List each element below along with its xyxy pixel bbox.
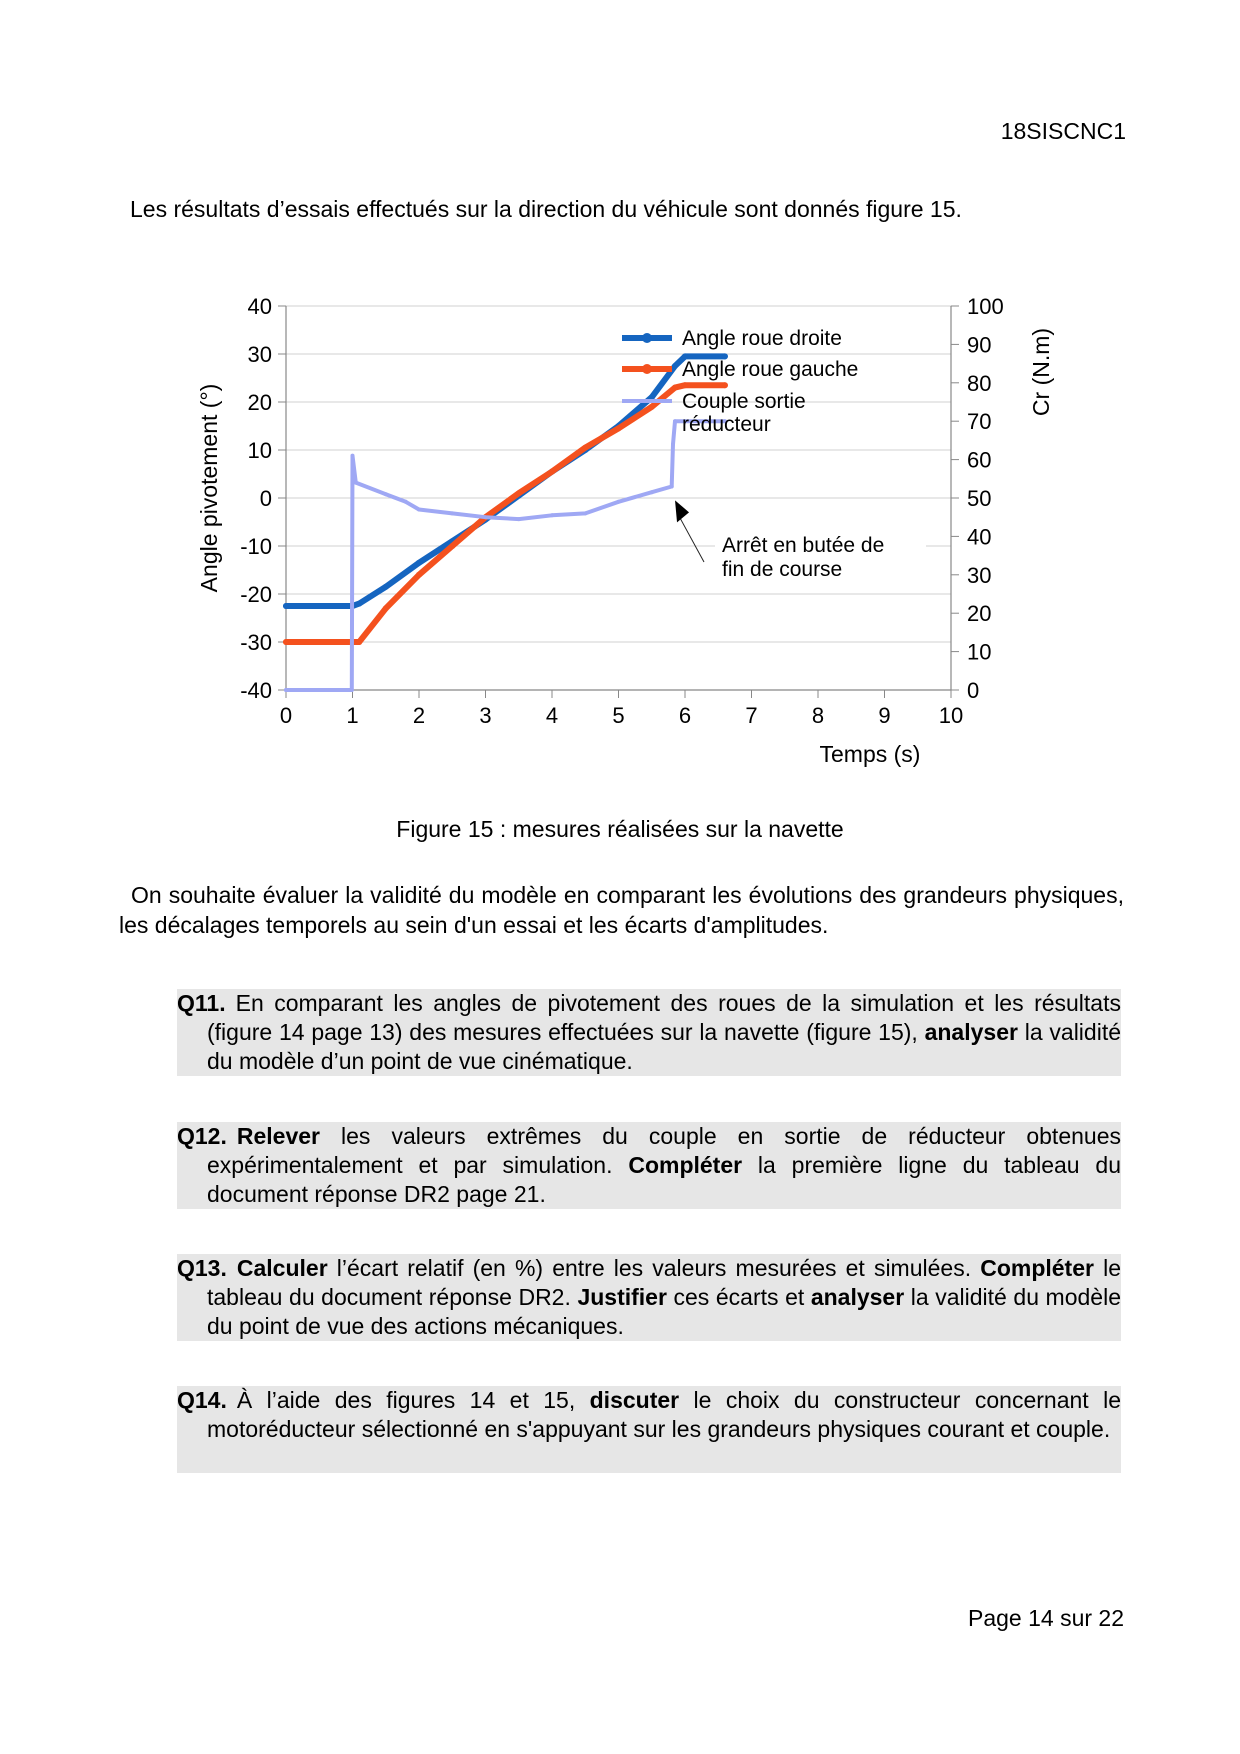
data-point: [672, 363, 678, 369]
question-q11: [177, 989, 1121, 1076]
question-keyword: Compléter: [628, 1152, 743, 1178]
intro-text: Les résultats d’essais effectués sur la direction du véhicule sont donnés figure 15.: [130, 196, 962, 222]
y-left-tick-label: -40: [240, 678, 272, 703]
data-point: [682, 382, 688, 388]
y-right-tick-label: 100: [967, 294, 1004, 319]
y-right-tick-label: 10: [967, 639, 992, 665]
y-right-tick-label: 0: [967, 678, 980, 703]
data-point: [671, 442, 675, 446]
y-left-tick-label: 10: [247, 438, 272, 463]
question-keyword: Calculer: [236, 1255, 328, 1281]
data-point: [449, 543, 455, 549]
y-right-tick-label: 80: [967, 370, 992, 396]
data-point: [516, 490, 522, 496]
page-number: Page 14 sur 22: [967, 1605, 1124, 1631]
x-tick-label: 8: [811, 703, 825, 728]
y-left-axis-label: Angle pivotement (°): [196, 383, 222, 593]
data-point: [404, 500, 408, 504]
legend-marker: [642, 333, 652, 343]
data-point: [354, 481, 358, 485]
data-point: [649, 404, 655, 410]
question-text: En comparant les angles de pivotement des roues de la simulation et les résultats (figure 14 page 13) des mesures effectuées sur la navette (figure 15),: [207, 990, 1121, 1045]
data-point: [383, 605, 389, 611]
data-point: [384, 492, 388, 496]
x-tick-label: 5: [612, 703, 625, 728]
data-point: [450, 511, 454, 515]
y-right-tick-label: 50: [967, 486, 992, 511]
figure-caption: Figure 15 : mesures réalisées sur la navette: [396, 816, 844, 842]
measurement-chart: [190, 290, 1090, 790]
data-point: [284, 688, 288, 692]
data-point: [417, 508, 421, 512]
x-tick-label: 4: [545, 703, 559, 728]
question-q14: [177, 1386, 1121, 1473]
question-text: À l’aide des figures 14 et 15,: [236, 1387, 590, 1413]
data-point: [350, 688, 354, 692]
data-point: [283, 639, 289, 645]
y-left-tick-label: 30: [247, 342, 272, 367]
y-left-tick-label: 0: [259, 486, 272, 511]
question-text: le tableau du document réponse DR2.: [207, 1255, 1121, 1310]
question-text: la première ligne du tableau du document réponse DR2 page 21.: [207, 1152, 1121, 1207]
data-point: [484, 515, 488, 519]
question-number: Q14.: [177, 1387, 227, 1413]
x-tick-label: 10: [938, 703, 964, 728]
data-point: [616, 425, 622, 431]
data-point: [416, 560, 422, 566]
data-point: [356, 639, 362, 645]
y-right-tick-label: 40: [967, 524, 992, 550]
question-keyword: analyser: [810, 1284, 905, 1310]
question-text: les valeurs extrêmes du couple en sortie de réducteur obtenues expérimentalement et par simulation.: [207, 1123, 1121, 1178]
legend-marker: [642, 364, 652, 374]
y-left-tick-label: 20: [247, 390, 272, 415]
legend-label: Couple sortie: [682, 390, 806, 413]
y-left-tick-label: 40: [247, 294, 272, 319]
data-point: [672, 385, 678, 391]
x-tick-label: 0: [279, 703, 293, 728]
y-left-tick-label: -10: [240, 534, 272, 559]
annotation-text: Arrêt en butée de: [722, 534, 885, 557]
legend-label: réducteur: [682, 413, 771, 436]
question-keyword: Justifier: [577, 1284, 667, 1310]
data-point: [650, 490, 654, 494]
data-point: [550, 513, 554, 517]
data-point: [517, 517, 521, 521]
legend-label: Angle roue droite: [682, 327, 842, 350]
y-left-tick-label: -20: [240, 582, 272, 607]
question-number: Q11.: [177, 990, 226, 1016]
annotation-text: fin de course: [722, 558, 843, 581]
question-number: Q12.: [177, 1123, 227, 1149]
figure-15: [190, 290, 1090, 790]
question-text: le choix du constructeur concernant le motoréducteur sélectionné en s'appuyant sur les grandeurs physiques courant et couple.: [207, 1387, 1121, 1442]
annotation-arrow-head: [675, 500, 689, 522]
annotation-arrow-line: [678, 514, 704, 562]
y-right-tick-label: 60: [967, 447, 992, 473]
data-point: [583, 511, 587, 515]
series-line-3: [286, 421, 725, 690]
y-right-axis-label: Cr (N.m): [1028, 327, 1054, 417]
question-text: ces écarts et: [666, 1284, 811, 1310]
y-right-tick-label: 70: [967, 409, 992, 435]
x-tick-label: 3: [479, 703, 492, 728]
question-keyword: analyser: [924, 1019, 1018, 1045]
question-keyword: Compléter: [980, 1255, 1094, 1281]
x-tick-label: 6: [678, 703, 692, 728]
question-keyword: Relever: [236, 1123, 320, 1149]
x-tick-label: 2: [412, 703, 426, 728]
x-tick-label: 7: [745, 703, 758, 728]
data-point: [283, 603, 289, 609]
data-point: [383, 584, 389, 590]
data-point: [670, 485, 674, 489]
x-tick-label: 1: [346, 703, 359, 728]
question-text: la validité du modèle du point de vue des actions mécaniques.: [207, 1284, 1121, 1339]
y-right-tick-label: 20: [967, 601, 992, 627]
data-point: [673, 419, 677, 423]
legend-label: Angle roue gauche: [682, 358, 859, 381]
y-right-tick-label: 30: [967, 562, 992, 588]
data-point: [356, 601, 362, 607]
data-point: [617, 500, 621, 504]
y-left-tick-label: -30: [240, 630, 272, 655]
data-point: [351, 454, 355, 458]
x-axis-label: Temps (s): [819, 741, 921, 767]
question-keyword: discuter: [589, 1387, 680, 1413]
data-point: [549, 469, 555, 475]
data-point: [722, 382, 728, 388]
question-text: l’écart relatif (en %) entre les valeurs mesurées et simulées.: [327, 1255, 981, 1281]
x-tick-label: 9: [878, 703, 891, 728]
question-q12: [177, 1122, 1121, 1209]
question-number: Q13.: [177, 1255, 227, 1281]
body-paragraph: On souhaite évaluer la validité du modèle en comparant les évolutions des grandeurs physiques, les décalages temporels au sein d'un essai et les écarts d'amplitudes.: [119, 882, 1124, 938]
document-reference: 18SISCNC1: [1000, 118, 1126, 144]
question-q13: [177, 1254, 1121, 1341]
y-right-tick-label: 90: [967, 332, 992, 358]
data-point: [582, 445, 588, 451]
data-point: [416, 572, 422, 578]
question-text: la validité du modèle d’un point de vue cinématique.: [207, 1019, 1121, 1074]
